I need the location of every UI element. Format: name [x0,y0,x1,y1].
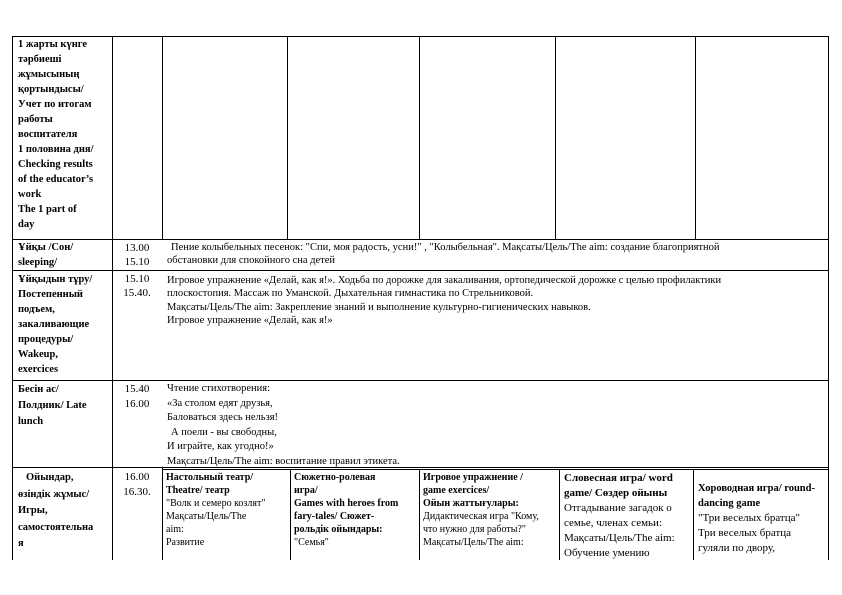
activity-text: Обучение умению [564,547,650,559]
activity-heading: Theatre/ театр [166,485,230,496]
activity-heading: Игровое упражнение / [423,472,523,483]
day-column-divider [555,36,556,240]
activity-text: гуляли по двору, [698,542,776,554]
label-line: процедуры/ [18,334,74,345]
label-line: 1 жарты күнге [18,39,88,50]
subcell-divider [290,469,291,560]
activity-text: Отгадывание загадок о [564,502,672,514]
time-end: 16.00 [124,398,150,410]
label-line: я [18,538,24,549]
day-column-divider [419,36,420,240]
time-start: 15.10 [124,273,150,285]
label-line: Ұйқы /Сон/ [18,242,74,253]
activity-heading: game exercices/ [423,485,490,496]
label-line: подъем, [18,304,55,315]
row-divider [12,239,829,240]
label-line: жұмысының [18,69,80,80]
activity-heading: fary-tales/ Сюжет- [294,511,375,522]
activity-cell-word-game [564,471,692,561]
label-line: қортындысы/ [18,84,84,95]
subcell-divider [693,469,694,560]
label-line: работы [18,114,53,125]
activity-heading: Games with heroes from [294,498,399,509]
activity-heading: game/ Сөздер ойыны [564,487,668,499]
table-left-border [12,36,13,560]
subcell-divider [559,469,560,560]
activity-cell-theatre [166,471,288,549]
row5-time [112,470,162,500]
row2-label [18,240,112,270]
row3-label [18,272,112,377]
content-line: И играйте, как угодно!» [167,441,274,453]
activity-text: Три веселых братца [698,527,792,539]
activity-text: Развитие [166,537,205,548]
content-line: обстановки для спокойного сна детей [167,255,336,267]
activity-text: Мақсаты/Цель/The [166,511,247,522]
activity-text: "Три веселых братца" [698,512,801,524]
row5-label [18,470,112,553]
content-line: А поели - вы свободны, [171,426,277,438]
label-line: lunch [18,416,44,427]
content-line: Пение колыбельных песенок: "Спи, моя радость, усни!" , "Колыбельная". Мақсаты/Цель/The aim: создание благоприятной [171,242,720,253]
activity-heading: Хороводная игра/ round- [698,483,815,494]
activity-heading: рольдік ойындары: [294,524,383,535]
row-divider [12,270,829,271]
activity-heading: Сюжетно-ролевая [294,472,376,483]
label-line: sleeping/ [18,257,58,268]
content-line: Мақсаты/Цель/The aim: воспитание правил этикета. [167,455,400,467]
activity-heading: Ойын жаттығулары: [423,498,519,509]
content-line: Игровое упражнение «Делай, как я!». Ходьба по дорожке для закаливания, ортопедической дорожке с целью профилактики [167,275,722,286]
activity-text: Мақсаты/Цель/The aim: [564,532,675,544]
label-line: Полдник/ Late [18,400,87,411]
table-top-border [12,36,829,37]
activity-text: семье, членах семьи: [564,517,663,529]
activity-text: "Семья" [294,537,329,548]
label-line: Игры, [18,505,48,516]
label-line: Ойындар, [26,472,74,483]
label-line: Учет по итогам [18,99,92,110]
content-line: Мақсаты/Цель/The aim: Закрепление знаний и выполнение культурно-гигиенических навыков. [167,301,591,313]
activity-cell-roleplay [294,471,418,549]
activity-text: что нужно для работы?" [423,524,526,535]
activity-heading: Словесная игра/ word [564,472,673,484]
content-line: «За столом едят друзья, [167,397,273,409]
activity-cell-round-dance [698,481,827,556]
label-line: The 1 part of [18,204,77,215]
label-line: Checking results [18,159,93,170]
label-line: Постепенный [18,289,83,300]
time-start: 16.00 [124,471,150,483]
label-line: воспитателя [18,129,78,140]
content-line: Чтение стихотворения: [167,383,271,394]
subcell-divider [419,469,420,560]
label-line: of the educator’s [18,174,94,185]
label-line: day [18,219,35,230]
table-right-border [828,36,829,560]
label-line: самостоятельна [18,521,94,533]
time-end: 15.10 [124,256,150,268]
activity-text: aim: [166,524,184,535]
label-line: 1 половина дня/ [18,144,94,155]
label-line: Wakeup, [18,349,58,360]
label-line: тәрбиеші [18,54,62,65]
time-column-divider [162,467,163,560]
activity-cell-game-exercise [423,471,557,549]
label-line: work [18,189,42,200]
row2-time [112,241,162,269]
row2-content [167,241,827,268]
time-end: 16.30. [123,486,151,498]
row-divider [12,380,829,381]
label-line: закаливающие [18,319,90,330]
content-line: Баловаться здесь нельзя! [167,412,279,424]
activity-text: "Волк и семеро козлят" [166,498,266,509]
time-start: 13.00 [124,242,150,254]
activity-text: Мақсаты/Цель/The aim: [423,537,524,548]
label-line: exercices [18,364,59,375]
activity-heading: игра/ [294,485,318,496]
time-start: 15.40 [124,383,150,395]
row3-content [167,274,827,328]
day-column-divider [695,36,696,240]
activity-heading: Настольный театр/ [166,472,254,483]
day-column-divider [287,36,288,240]
time-end: 15.40. [123,287,151,299]
time-column-divider [162,36,163,240]
row4-time [112,382,162,412]
content-line: плоскостопия. Массаж по Уманской. Дыхательная гимнастика по Стрельниковой. [167,288,534,300]
row4-content [167,382,827,470]
label-line: Бесін ас/ [18,384,59,395]
activity-text: Дидактическая игра "Кому, [423,511,539,522]
row4-label [18,382,112,430]
label-line: өзіндік жұмыс/ [18,488,90,500]
row3-time [112,272,162,300]
label-line: Ұйқыдын тұру/ [18,274,93,285]
row1-label [18,37,112,232]
activity-heading: dancing game [698,498,761,509]
content-line: Игровое упражнение «Делай, как я!» [167,315,333,327]
